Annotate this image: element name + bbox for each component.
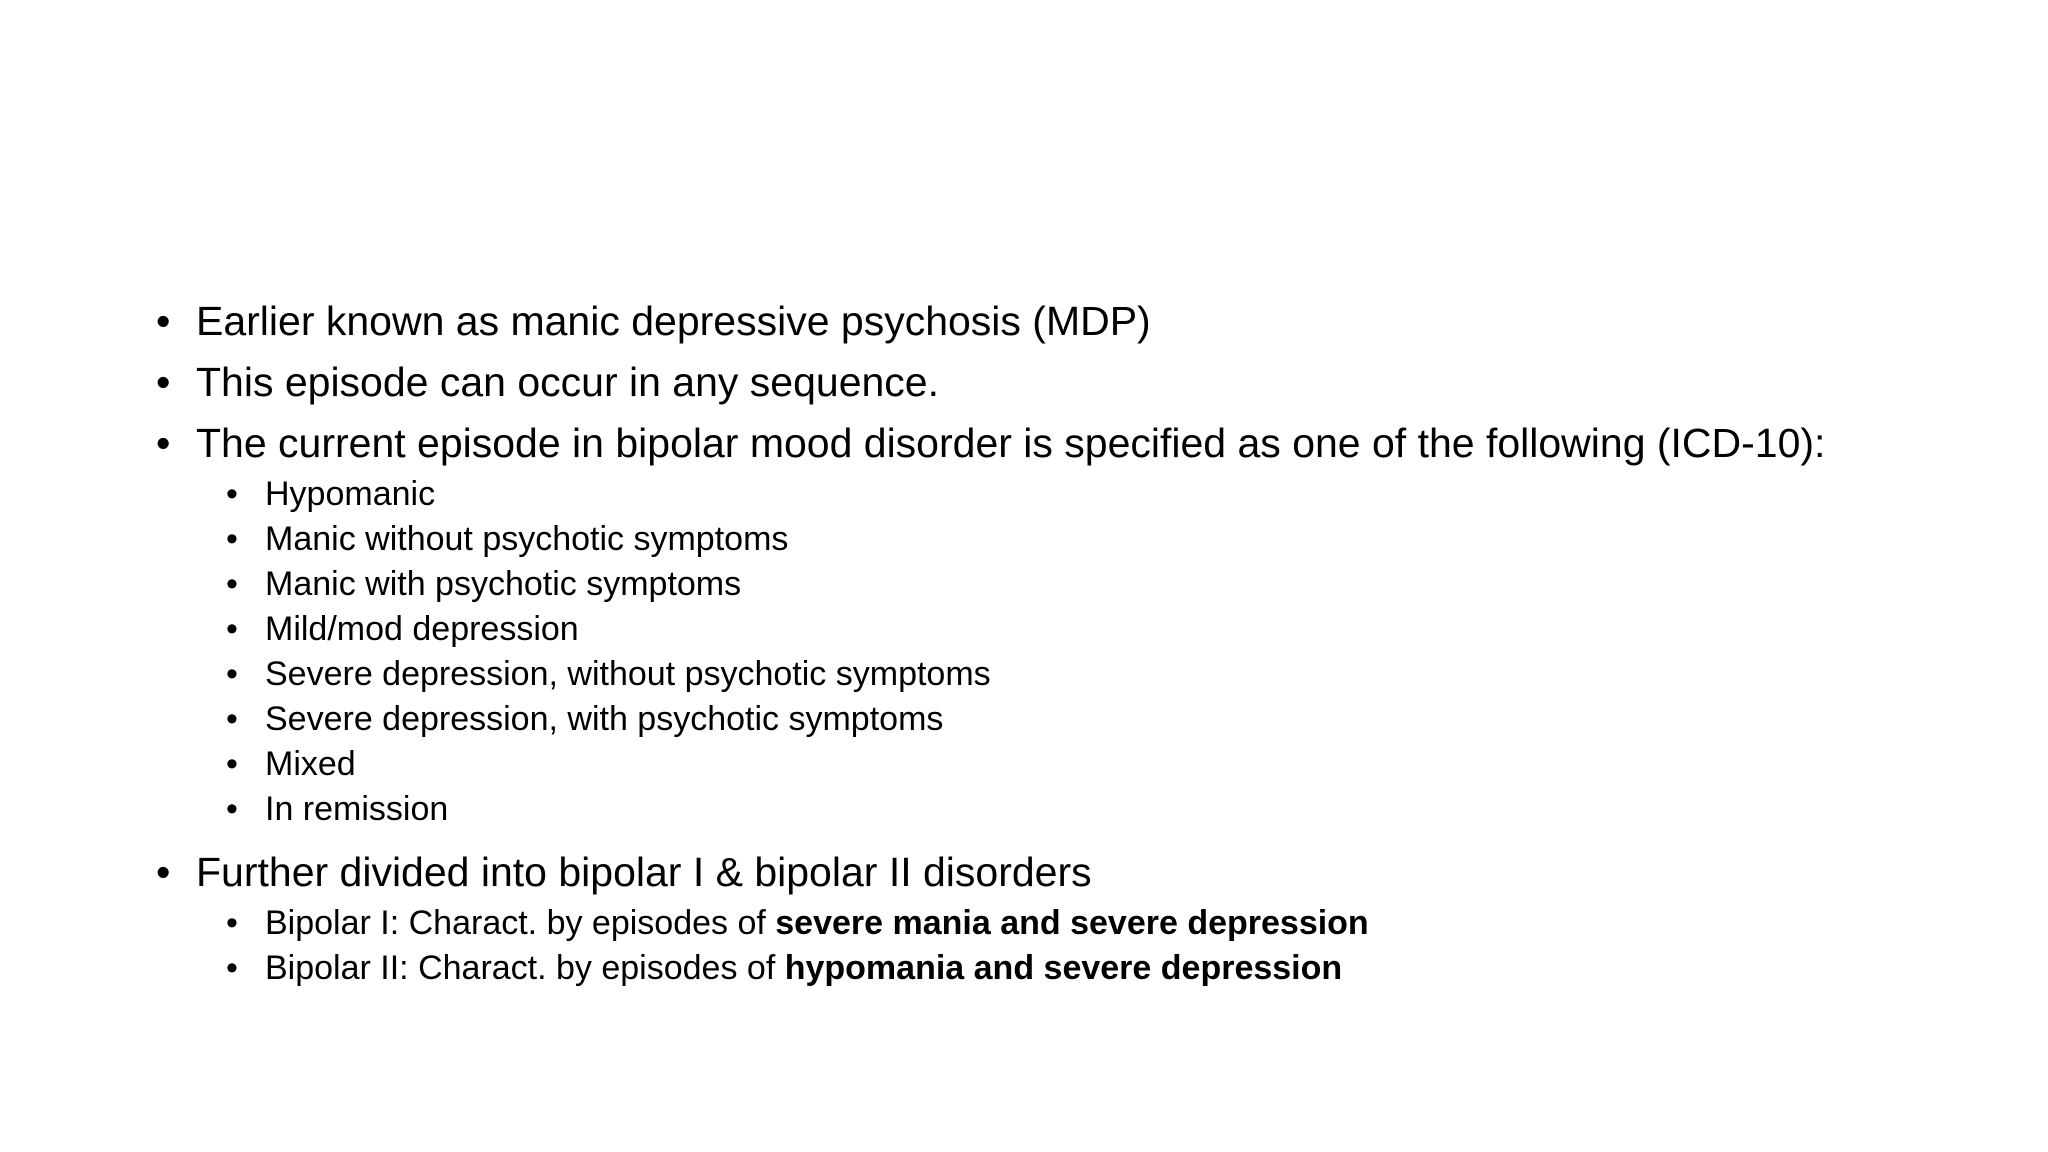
sub-bullet-text: Mild/mod depression — [265, 610, 579, 648]
bullet-list — [150, 300, 1870, 991]
bullet-item — [150, 851, 1870, 991]
bullet-text: Earlier known as manic depressive psychosis (MDP) — [196, 298, 1151, 344]
sub-bullet-item — [226, 787, 1870, 832]
bullet-text: Further divided into bipolar I & bipolar II disorders — [196, 849, 1092, 895]
slide-body — [150, 300, 1870, 1010]
sub-bullet-prefix: Bipolar I: Charact. by episodes of — [265, 904, 776, 942]
sub-bullet-list — [196, 472, 1870, 832]
sub-bullet-prefix: Bipolar II: Charact. by episodes of — [265, 949, 785, 987]
sub-bullet-item — [226, 742, 1870, 787]
sub-bullet-item — [226, 607, 1870, 652]
sub-bullet-item — [226, 697, 1870, 742]
sub-bullet-item — [226, 946, 1870, 991]
bullet-item — [150, 422, 1870, 832]
sub-bullet-list — [196, 901, 1870, 991]
sub-bullet-item — [226, 562, 1870, 607]
sub-bullet-text: Severe depression, with psychotic symptoms — [265, 700, 944, 738]
bullet-item — [150, 361, 1870, 403]
bullet-item — [150, 300, 1870, 342]
sub-bullet-bold: severe mania and severe depression — [775, 904, 1369, 942]
sub-bullet-bold: hypomania and severe depression — [784, 949, 1343, 987]
sub-bullet-text: In remission — [265, 790, 449, 828]
bullet-text: The current episode in bipolar mood disorder is specified as one of the following (ICD-10): — [196, 420, 1826, 466]
sub-bullet-item — [226, 901, 1870, 946]
sub-bullet-text: Manic with psychotic symptoms — [265, 565, 742, 603]
sub-bullet-text: Severe depression, without psychotic symptoms — [265, 655, 991, 693]
sub-bullet-text: Mixed — [265, 745, 356, 783]
sub-bullet-text: Hypomanic — [265, 475, 436, 513]
sub-bullet-item — [226, 472, 1870, 517]
sub-bullet-item — [226, 652, 1870, 697]
sub-bullet-text: Manic without psychotic symptoms — [265, 520, 789, 558]
sub-bullet-item — [226, 517, 1870, 562]
bullet-text: This episode can occur in any sequence. — [196, 359, 940, 405]
